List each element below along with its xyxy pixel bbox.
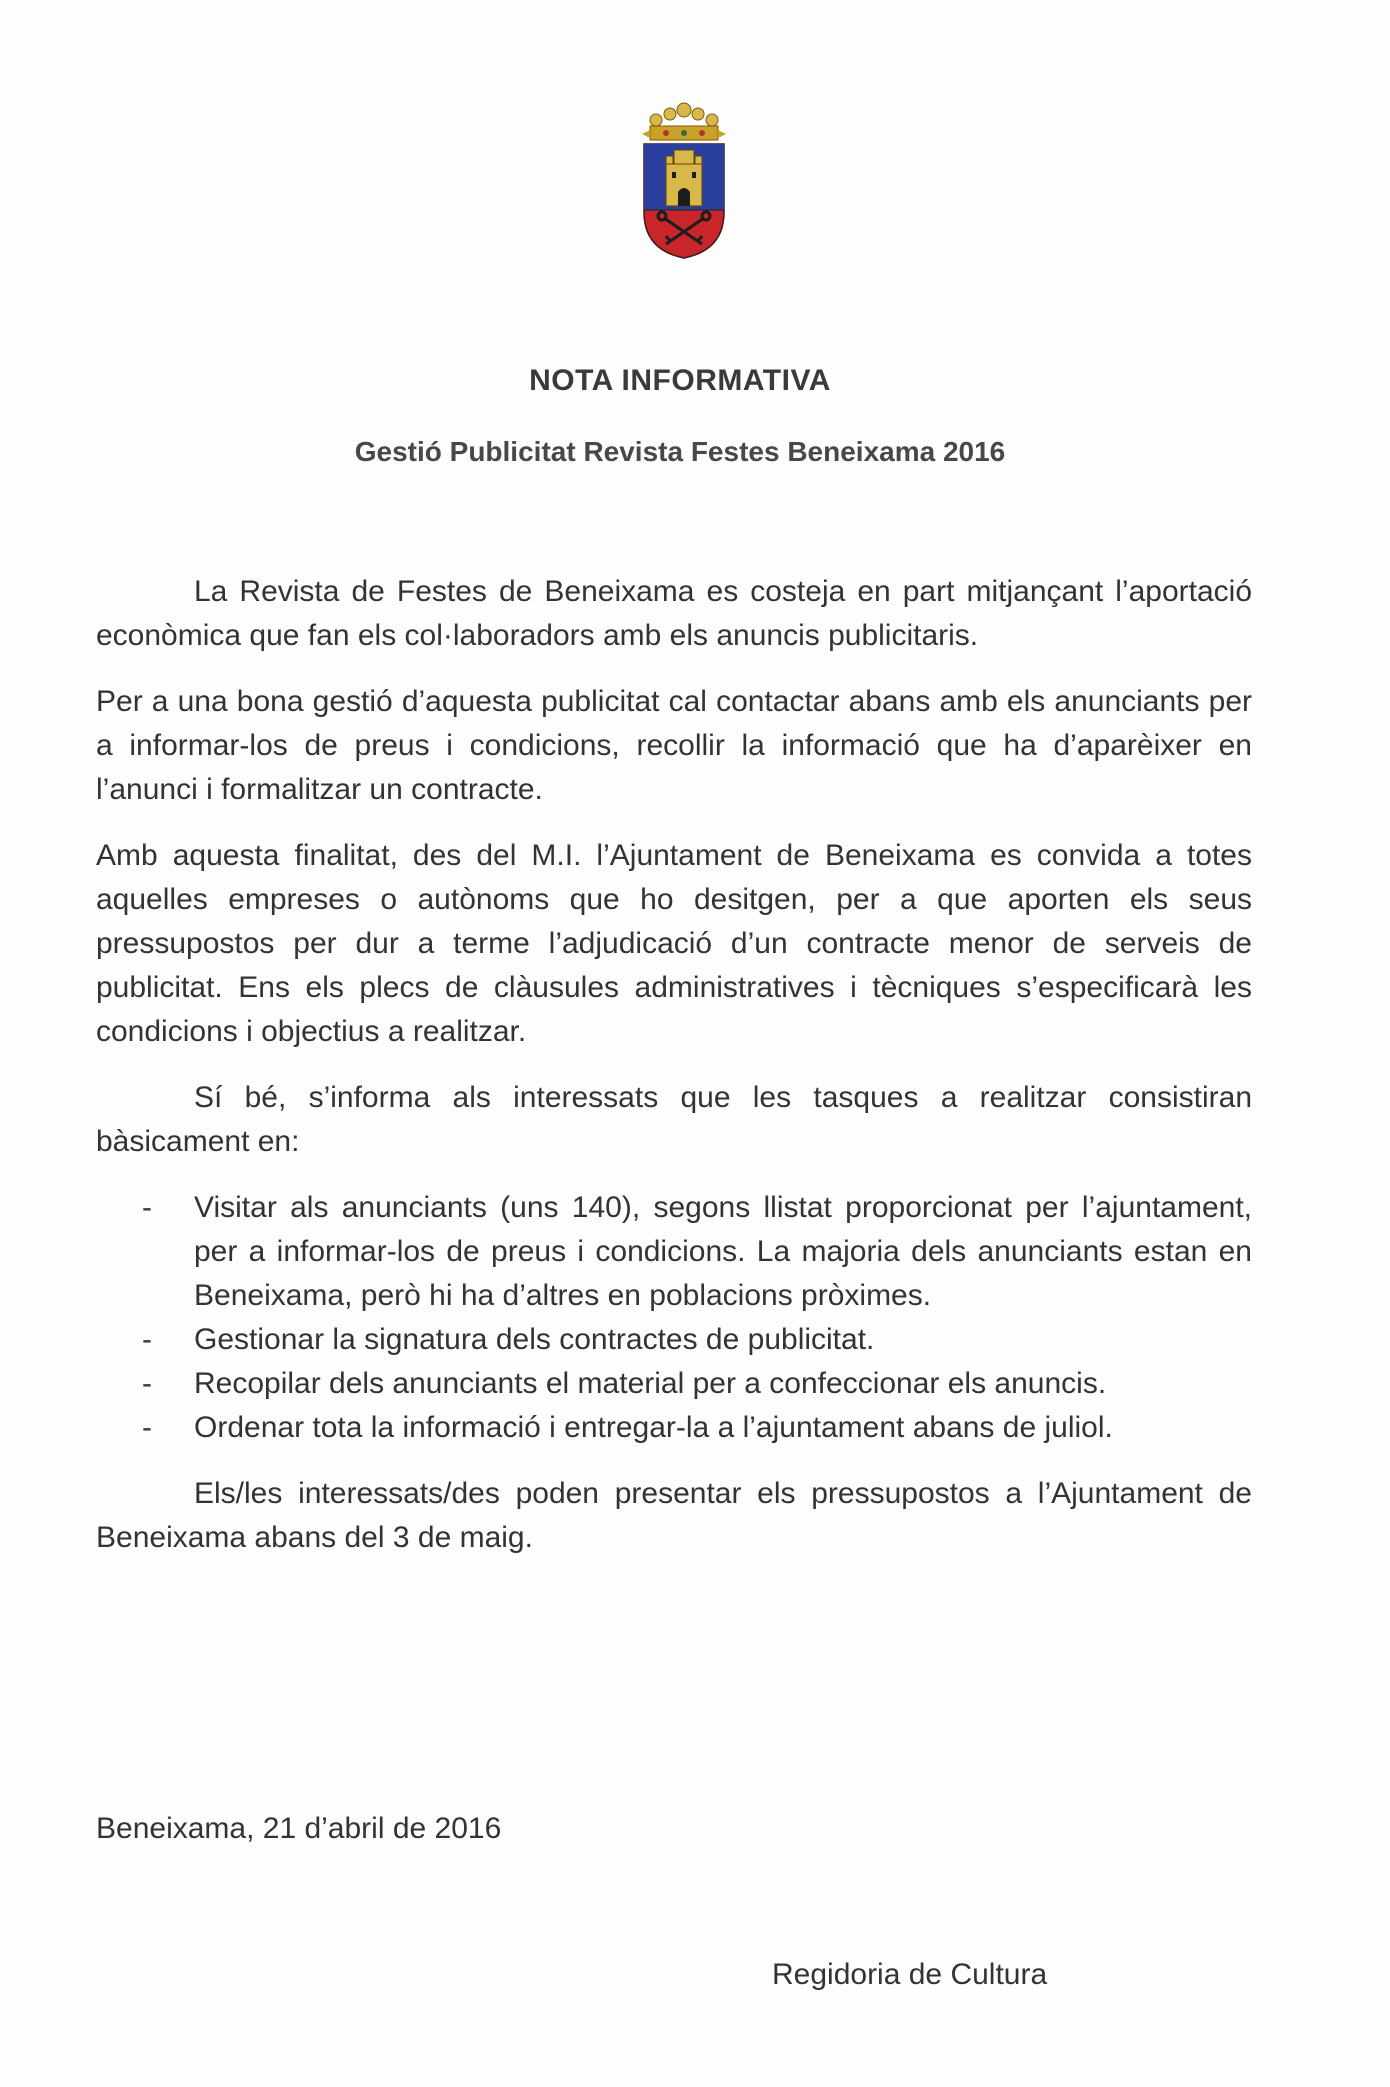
list-item-text: Recopilar dels anunciants el material per a confeccionar els anuncis.: [194, 1367, 1107, 1400]
list-item-text: Visitar als anunciants (uns 140), segons llistat proporcionat per l’ajuntament, per a informar-los de preus i condicions. La majoria dels anunciants estan en Beneixama, però hi ha d’altres en poblacions pròximes.: [194, 1191, 1252, 1312]
list-item-text: Gestionar la signatura dels contractes de publicitat.: [194, 1323, 875, 1356]
list-dash: -: [142, 1323, 152, 1356]
document-body: [96, 570, 1252, 1582]
signature-department: Regidoria de Cultura: [772, 1958, 1048, 1991]
paragraph-deadline: Els/les interessats/des poden presentar els pressupostos a l’Ajuntament de Beneixama abans del 3 de maig.: [96, 1477, 1252, 1554]
list-item-text: Ordenar tota la informació i entregar-la a l’ajuntament abans de juliol.: [194, 1411, 1113, 1444]
list-item: [96, 1186, 1252, 1318]
paragraph-management: Per a una bona gestió d’aquesta publicitat cal contactar abans amb els anunciants per a informar-los de preus i condicions, recollir la informació que ha d’aparèixer en l’anunci i formalitzar un contracte.: [96, 685, 1252, 806]
list-dash: -: [142, 1191, 152, 1224]
coat-of-arms-icon: [636, 100, 732, 260]
document-date: Beneixama, 21 d’abril de 2016: [96, 1812, 502, 1845]
paragraph-intro: La Revista de Festes de Beneixama es costeja en part mitjançant l’aportació econòmica que fan els col·laboradors amb els anuncis publicitaris.: [96, 575, 1252, 652]
document-title: NOTA INFORMATIVA: [529, 364, 831, 397]
tower-icon: [666, 150, 702, 206]
task-list: [96, 1186, 1252, 1450]
document-subtitle: Gestió Publicitat Revista Festes Beneixama 2016: [354, 436, 1006, 467]
list-item: [96, 1318, 1252, 1362]
crown-icon: [642, 103, 726, 140]
paragraph-tasks-intro: Sí bé, s’informa als interessats que les tasques a realitzar consistiran bàsicament en:: [96, 1081, 1252, 1158]
list-dash: -: [142, 1411, 152, 1444]
list-item: [96, 1362, 1252, 1406]
list-item: [96, 1406, 1252, 1450]
shield-icon: [644, 144, 724, 258]
list-dash: -: [142, 1367, 152, 1400]
paragraph-invitation: Amb aquesta finalitat, des del M.I. l’Ajuntament de Beneixama es convida a totes aquelles empreses o autònoms que ho desitgen, per a que aporten els seus pressupostos per dur a terme l’adjudicació d’un contracte menor de serveis de publicitat. Ens els plecs de clàusules administratives i tècniques s’especificarà les condicions i objectius a realitzar.: [96, 839, 1252, 1048]
